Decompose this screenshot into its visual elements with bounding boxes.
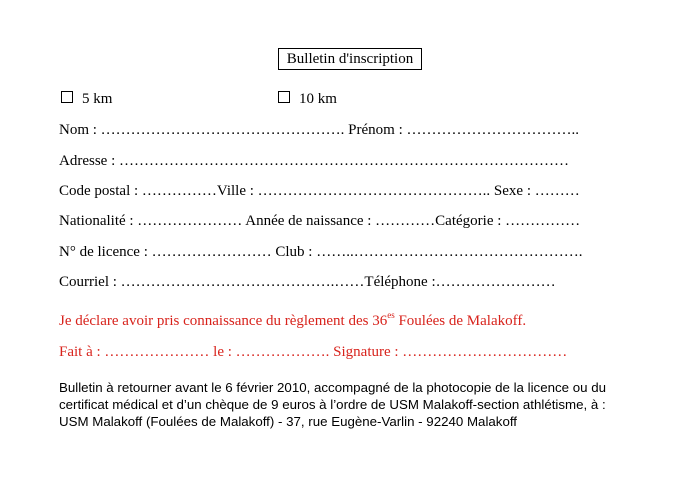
field-nationalite-annee-categorie[interactable]: Nationalité : ………………… Année de naissance : …………Catégorie : …………… (59, 213, 581, 229)
field-adresse[interactable]: Adresse : ……………………………………………………………………………… (59, 153, 569, 169)
option-10km-label: 10 km (299, 91, 337, 107)
return-instructions (59, 379, 659, 430)
note-line: Bulletin à retourner avant le 6 février 2010, accompagné de la photocopie de la licence ou du (59, 380, 607, 395)
form-title: Bulletin d'inscription (278, 48, 422, 70)
declaration-before: Je déclare avoir pris connaissance du règlement des 36 (59, 313, 388, 329)
note-line: certificat médical et d’un chèque de 9 euros à l’ordre de USM Malakoff-section athlétisme, à : (59, 397, 606, 412)
option-5km[interactable] (61, 89, 112, 109)
field-nom-prenom[interactable]: Nom : …………………………………………. Prénom : …………………………….. (59, 122, 579, 138)
option-10km[interactable] (278, 89, 337, 109)
checkbox-5km[interactable] (61, 91, 73, 103)
declaration-text (59, 311, 526, 331)
option-5km-label: 5 km (82, 91, 113, 107)
field-courriel-telephone[interactable]: Courriel : …………………………………….……Téléphone :…………………… (59, 274, 556, 290)
field-fait-le-signature[interactable]: Fait à : ………………… le : ………………. Signature : …………………………… (59, 344, 568, 360)
field-licence-club[interactable]: N° de licence : …………………… Club : ……..………………………………………. (59, 244, 583, 260)
declaration-after: Foulées de Malakoff. (394, 313, 527, 329)
field-code-postal-ville-sexe[interactable]: Code postal : ……………Ville : ……………………………………….. Sexe : ……… (59, 183, 580, 199)
note-line: USM Malakoff (Foulées de Malakoff) - 37, rue Eugène-Varlin - 92240 Malakoff (59, 414, 517, 429)
declaration-superscript: es (387, 310, 395, 320)
checkbox-10km[interactable] (278, 91, 290, 103)
